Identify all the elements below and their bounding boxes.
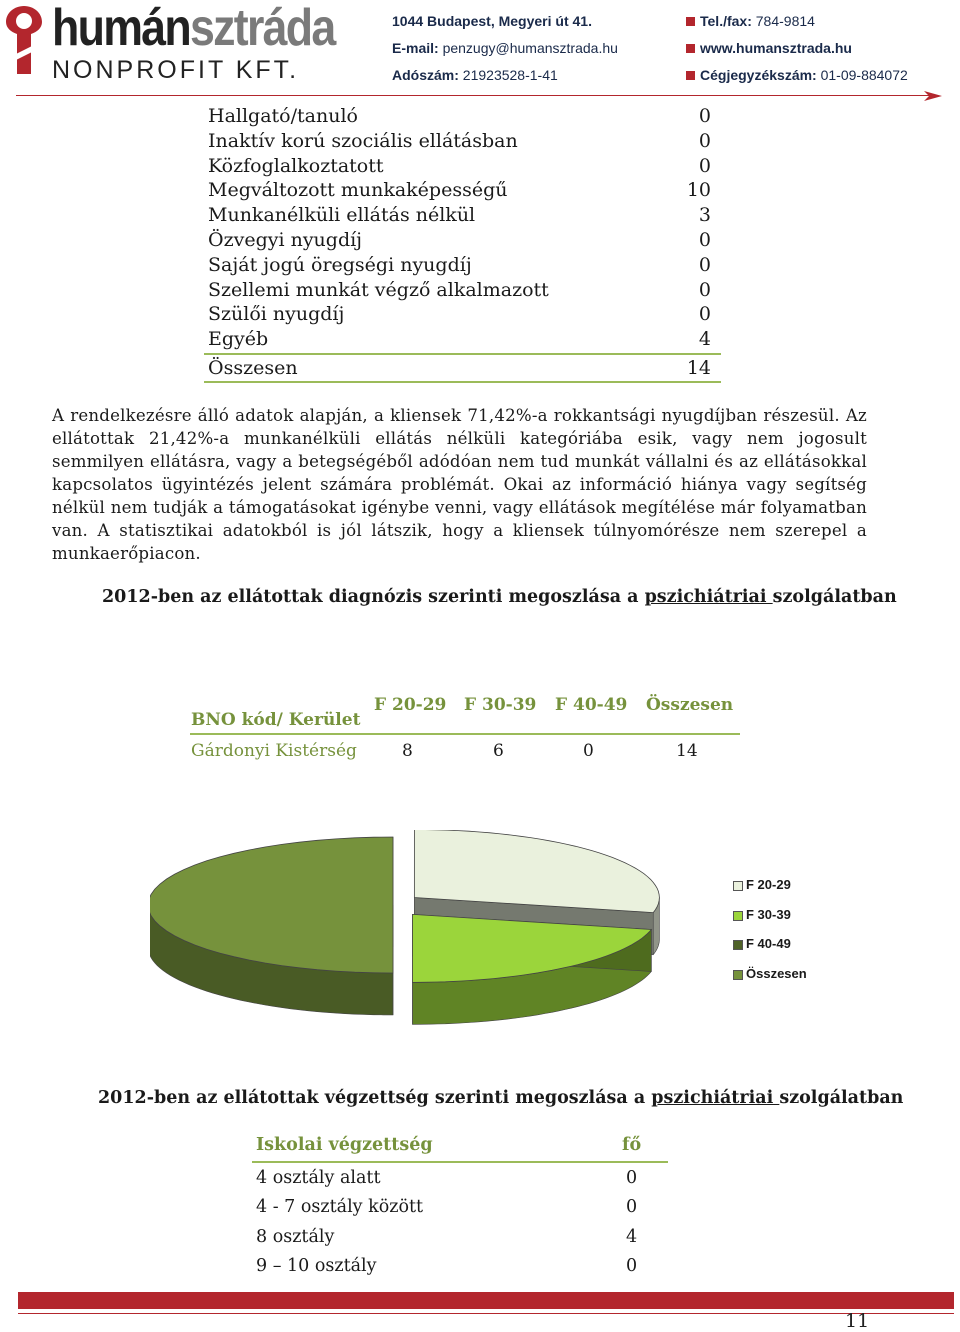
table-row: 8 osztály 4 bbox=[256, 1226, 638, 1247]
table-row: 4 - 7 osztály között 0 bbox=[256, 1197, 638, 1218]
table-row: Inaktív korú szociális ellátásban 0 bbox=[208, 129, 711, 152]
legend-label: F 40-49 bbox=[746, 936, 791, 951]
table-row: Közfoglalkoztatott 0 bbox=[208, 154, 711, 177]
pie-slice-top bbox=[414, 830, 659, 913]
education-table bbox=[252, 1131, 668, 1280]
legend-item bbox=[733, 966, 807, 996]
contact-column-left bbox=[392, 8, 618, 89]
tax-number: 21923528-1-41 bbox=[462, 67, 558, 83]
table-row bbox=[190, 735, 740, 765]
table-row: Megváltozott munkaképességű 10 bbox=[208, 179, 711, 202]
column-header: Összesen bbox=[646, 695, 734, 715]
table-row: Szülői nyugdíj 0 bbox=[208, 303, 711, 326]
column-header: F 30-39 bbox=[464, 695, 537, 715]
brand-name: humánsztráda bbox=[52, 0, 335, 57]
table-cell: 6 bbox=[493, 741, 504, 761]
website-link[interactable]: www.humansztrada.hu bbox=[700, 40, 852, 56]
column-header: F 40-49 bbox=[555, 695, 628, 715]
table-total-row: Összesen 14 bbox=[204, 353, 721, 383]
footer-divider bbox=[18, 1313, 954, 1314]
client-status-table bbox=[204, 104, 721, 383]
letterhead bbox=[0, 0, 960, 100]
table-row: Hallgató/tanuló 0 bbox=[208, 105, 711, 127]
diagnosis-section-title: 2012-ben az ellátottak diagnózis szerinti megoszlása a pszichiátriai szolgálatban bbox=[102, 587, 897, 607]
bullet-square-icon bbox=[686, 17, 695, 26]
table-header-row bbox=[190, 690, 740, 735]
tax-label: Adószám: bbox=[392, 67, 459, 83]
legend-swatch-icon bbox=[733, 940, 743, 950]
table-row: Munkanélküli ellátás nélkül 3 bbox=[208, 204, 711, 227]
legend-swatch-icon bbox=[733, 881, 743, 891]
chart-legend bbox=[733, 877, 807, 995]
table-header-row bbox=[252, 1131, 668, 1163]
legend-label: F 20-29 bbox=[746, 877, 791, 892]
address: 1044 Budapest, Megyeri út 41. bbox=[392, 13, 592, 29]
corner-header: BNO kód/ Kerület bbox=[191, 710, 361, 730]
column-header: fő bbox=[622, 1135, 642, 1155]
legend-swatch-icon bbox=[733, 911, 743, 921]
paragraph-text: A rendelkezésre álló adatok alapján, a kliensek 71,42%-a rokkantsági nyugdíjban részesül. Az ellátottak 21,42%-a munkanélküli ellátás nélküli kategóriába esik, vagy nem jogosult semmilyen ellátásra, vagy a betegségéből adódóan nem tud munkát vállalni és az ellátásokkal kapcsolatos ügyintézés jelent számára problémát. Okai az információ hiánya vagy segítség nélkül nem tudják a támogatásokat igénybe venni, vagy ellátások megítélése már folyamatban van. A statisztikai adatokból is jól látszik, hogy a kliensek túlnyomórésze nem szerepel a munkaerőpiacon. bbox=[52, 406, 867, 563]
column-header: Iskolai végzettség bbox=[256, 1135, 433, 1155]
company-logo-icon bbox=[4, 4, 44, 76]
table-row: Szellemi munkát végző alkalmazott 0 bbox=[208, 278, 711, 301]
pie-slice bbox=[150, 837, 393, 1015]
table-row: 4 osztály alatt 0 bbox=[256, 1168, 638, 1188]
footer-bar bbox=[18, 1292, 954, 1309]
contact-column-right bbox=[686, 8, 908, 89]
diagnosis-table bbox=[190, 690, 740, 765]
pie-slice bbox=[412, 914, 651, 1024]
table-row: 9 – 10 osztály 0 bbox=[256, 1255, 638, 1276]
table-cell: 14 bbox=[676, 741, 698, 761]
phone-number: 784-9814 bbox=[755, 13, 815, 29]
row-label: Gárdonyi Kistérség bbox=[191, 741, 357, 761]
header-divider bbox=[16, 95, 938, 96]
table-cell: 8 bbox=[402, 741, 413, 761]
legend-item bbox=[733, 877, 807, 907]
registry-label: Cégjegyzékszám: bbox=[700, 67, 817, 83]
legend-item bbox=[733, 907, 807, 937]
brand-subtitle: NONPROFIT KFT. bbox=[52, 56, 300, 84]
table-row: Saját jogú öregségi nyugdíj 0 bbox=[208, 253, 711, 276]
bullet-square-icon bbox=[686, 71, 695, 80]
analysis-paragraph bbox=[52, 404, 867, 565]
registry-number: 01-09-884072 bbox=[820, 67, 908, 83]
email-link[interactable]: penzugy@humansztrada.hu bbox=[442, 40, 618, 56]
email-label: E-mail: bbox=[392, 40, 439, 56]
table-cell: 0 bbox=[583, 741, 594, 761]
legend-swatch-icon bbox=[733, 970, 743, 980]
table-row: Özvegyi nyugdíj 0 bbox=[208, 228, 711, 251]
legend-item bbox=[733, 936, 807, 966]
page-number: 11 bbox=[845, 1310, 870, 1332]
bullet-square-icon bbox=[686, 44, 695, 53]
education-section-title: 2012-ben az ellátottak végzettség szerinti megoszlása a pszichiátriai szolgálatban bbox=[98, 1088, 904, 1108]
diagnosis-pie-chart bbox=[150, 830, 670, 1030]
legend-label: Összesen bbox=[746, 965, 807, 981]
column-header: F 20-29 bbox=[374, 695, 447, 715]
arrow-right-icon bbox=[924, 89, 944, 103]
table-row: Egyéb 4 bbox=[208, 328, 711, 351]
phone-label: Tel./fax: bbox=[700, 13, 752, 29]
legend-label: F 30-39 bbox=[746, 906, 791, 922]
